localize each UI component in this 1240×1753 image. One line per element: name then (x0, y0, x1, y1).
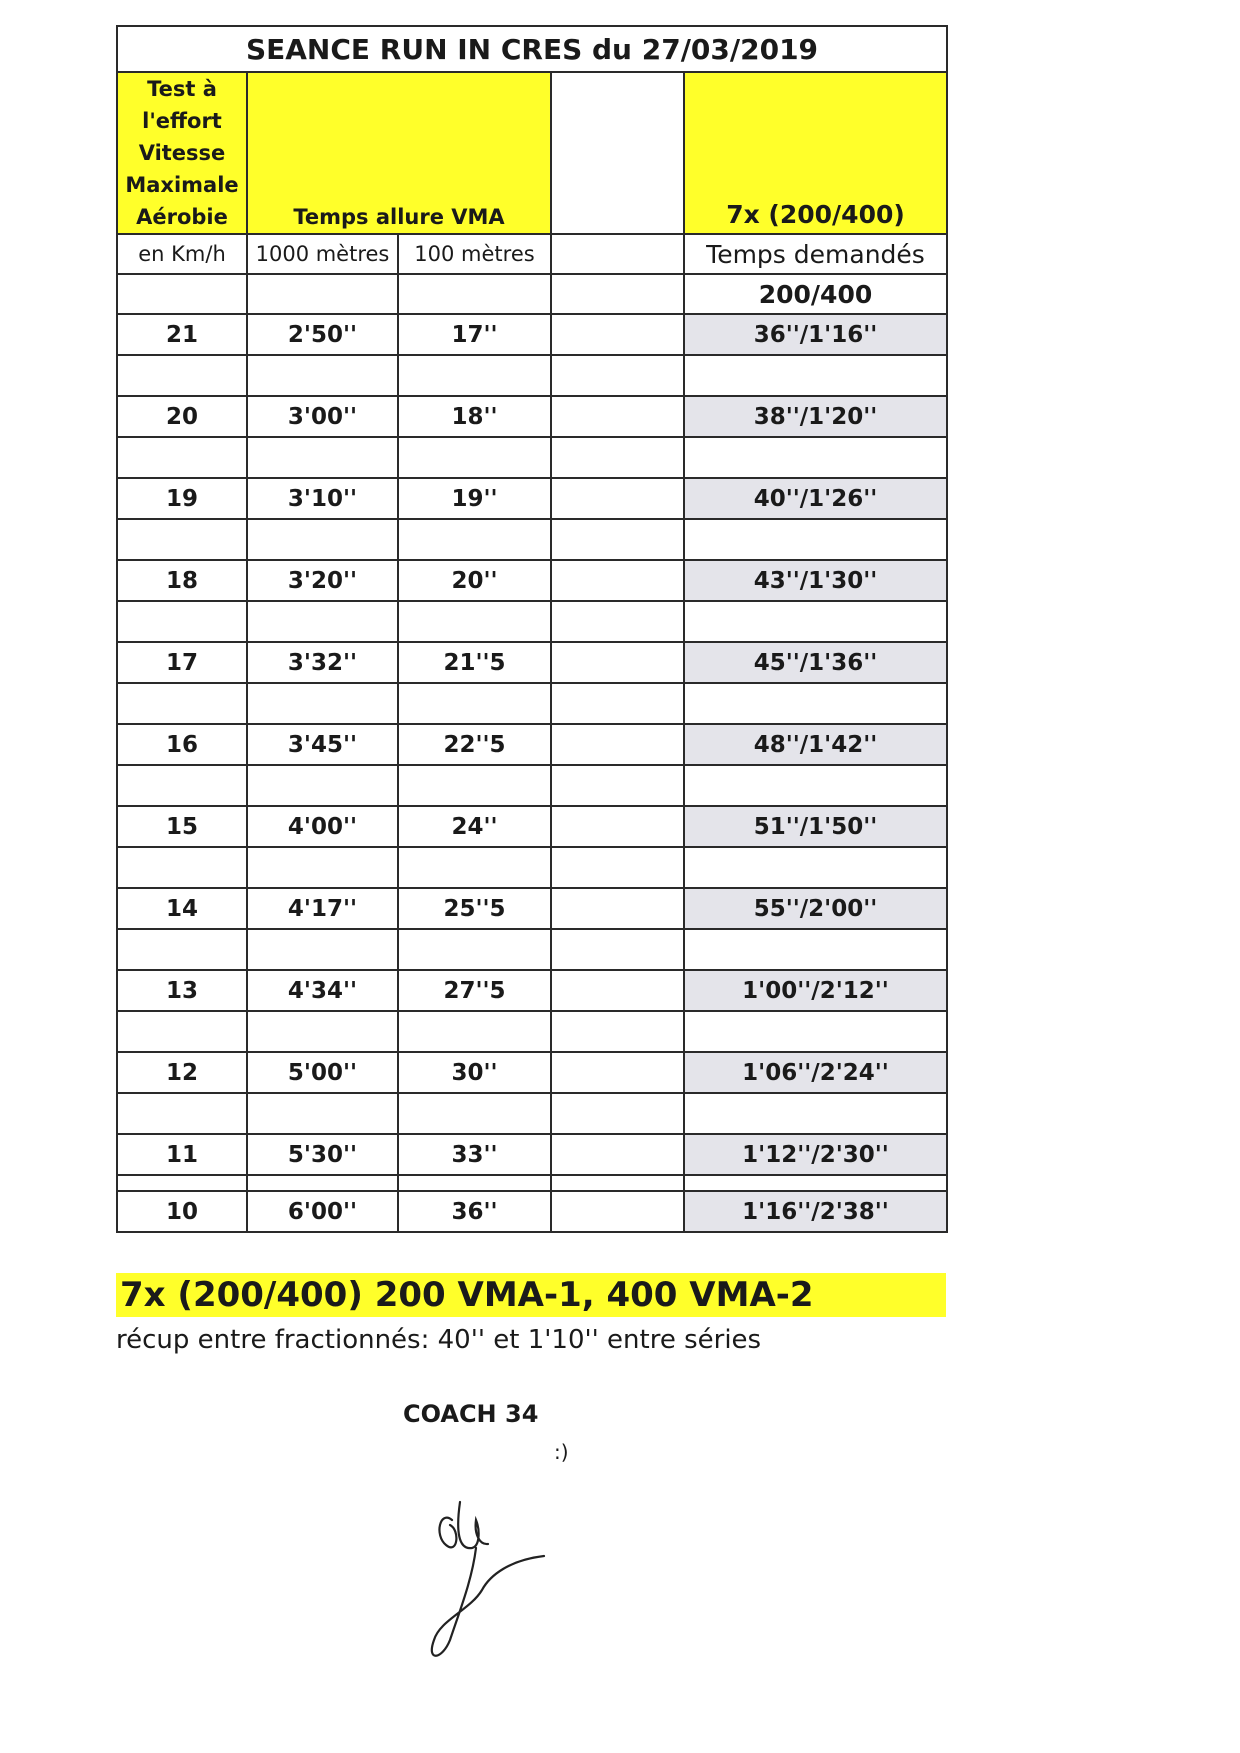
empty-cell (398, 1175, 551, 1191)
vma-cell: 21 (117, 314, 247, 355)
pace-100-cell: 22''5 (398, 724, 551, 765)
table-row (117, 642, 947, 683)
spacer-row (117, 355, 947, 396)
table-row (117, 560, 947, 601)
empty-cell (247, 274, 398, 314)
spacer-row (117, 1175, 947, 1191)
empty-cell (551, 642, 684, 683)
empty-cell (551, 970, 684, 1011)
pace-1000-cell: 3'32'' (247, 642, 398, 683)
empty-cell (117, 601, 247, 642)
empty-cell (684, 437, 947, 478)
empty-cell (551, 396, 684, 437)
empty-cell (398, 847, 551, 888)
table-row (117, 724, 947, 765)
empty-cell (684, 847, 947, 888)
vma-cell: 16 (117, 724, 247, 765)
empty-cell (551, 1175, 684, 1191)
empty-cell (398, 601, 551, 642)
pace-1000-cell: 3'10'' (247, 478, 398, 519)
pace-100-cell: 36'' (398, 1191, 551, 1232)
demanded-time-cell: 1'06''/2'24'' (684, 1052, 947, 1093)
empty-cell (684, 929, 947, 970)
empty-cell (247, 355, 398, 396)
empty-cell (247, 519, 398, 560)
empty-cell (551, 724, 684, 765)
empty-cell (551, 1011, 684, 1052)
vma-cell: 13 (117, 970, 247, 1011)
empty-cell (398, 274, 551, 314)
empty-cell (684, 519, 947, 560)
demanded-time-cell: 55''/2'00'' (684, 888, 947, 929)
pace-100-cell: 27''5 (398, 970, 551, 1011)
pace-100-cell: 24'' (398, 806, 551, 847)
pace-100-cell: 30'' (398, 1052, 551, 1093)
table-row (117, 1134, 947, 1175)
empty-cell (551, 1093, 684, 1134)
pace-header: Temps allure VMA (247, 72, 551, 234)
empty-cell (551, 929, 684, 970)
empty-cell (551, 601, 684, 642)
table-row (117, 1191, 947, 1232)
vma-header-line: Maximale (125, 173, 239, 197)
vma-header-line: l'effort (142, 109, 222, 133)
demanded-times-label: Temps demandés (684, 234, 947, 274)
empty-cell (398, 355, 551, 396)
table-row (117, 806, 947, 847)
table-row (117, 888, 947, 929)
empty-cell (247, 847, 398, 888)
pace-100-cell: 19'' (398, 478, 551, 519)
spacer-row (117, 929, 947, 970)
empty-cell (398, 683, 551, 724)
vma-header-line: Test à (147, 77, 217, 101)
empty-cell (247, 1011, 398, 1052)
empty-cell (551, 519, 684, 560)
empty-cell (247, 929, 398, 970)
empty-cell (684, 1175, 947, 1191)
pace-100-cell: 17'' (398, 314, 551, 355)
empty-cell (684, 601, 947, 642)
vma-cell: 20 (117, 396, 247, 437)
pace-1000-cell: 3'20'' (247, 560, 398, 601)
empty-cell (117, 1175, 247, 1191)
demanded-time-cell: 1'00''/2'12'' (684, 970, 947, 1011)
table-row (117, 478, 947, 519)
distance-100-label: 100 mètres (398, 234, 551, 274)
empty-cell (117, 274, 247, 314)
empty-cell (398, 1011, 551, 1052)
empty-cell (247, 437, 398, 478)
empty-cell (551, 806, 684, 847)
empty-cell (684, 1011, 947, 1052)
empty-cell (117, 929, 247, 970)
pace-1000-cell: 4'00'' (247, 806, 398, 847)
vma-cell: 19 (117, 478, 247, 519)
pace-1000-cell: 4'34'' (247, 970, 398, 1011)
empty-cell (117, 765, 247, 806)
empty-cell (398, 519, 551, 560)
pace-1000-cell: 3'45'' (247, 724, 398, 765)
pace-1000-cell: 4'17'' (247, 888, 398, 929)
empty-cell (684, 765, 947, 806)
demanded-time-cell: 51''/1'50'' (684, 806, 947, 847)
pace-1000-cell: 2'50'' (247, 314, 398, 355)
spacer-row (117, 683, 947, 724)
vma-cell: 10 (117, 1191, 247, 1232)
empty-cell (551, 234, 684, 274)
empty-cell (117, 847, 247, 888)
vma-cell: 18 (117, 560, 247, 601)
empty-cell (551, 847, 684, 888)
empty-cell (247, 765, 398, 806)
empty-cell (117, 1011, 247, 1052)
empty-cell (117, 519, 247, 560)
demanded-time-cell: 1'12''/2'30'' (684, 1134, 947, 1175)
vma-cell: 15 (117, 806, 247, 847)
distance-1000-label: 1000 mètres (247, 234, 398, 274)
empty-cell (684, 683, 947, 724)
table-row (117, 970, 947, 1011)
session-title: SEANCE RUN IN CRES du 27/03/2019 (117, 26, 947, 72)
empty-cell (398, 1093, 551, 1134)
vma-cell: 14 (117, 888, 247, 929)
empty-cell (684, 1093, 947, 1134)
empty-cell (551, 560, 684, 601)
demanded-time-cell: 43''/1'30'' (684, 560, 947, 601)
coach-label: COACH 34 (403, 1400, 539, 1428)
series-note: 7x (200/400) 200 VMA-1, 400 VMA-2 (116, 1273, 946, 1317)
empty-cell (551, 478, 684, 519)
empty-cell (117, 1093, 247, 1134)
demanded-time-cell: 36''/1'16'' (684, 314, 947, 355)
vma-cell: 17 (117, 642, 247, 683)
empty-cell (551, 765, 684, 806)
empty-cell (117, 355, 247, 396)
empty-cell (398, 765, 551, 806)
empty-header-cell (551, 72, 684, 234)
spacer-row (117, 519, 947, 560)
table-row (117, 396, 947, 437)
demanded-time-cell: 48''/1'42'' (684, 724, 947, 765)
pace-1000-cell: 5'30'' (247, 1134, 398, 1175)
empty-cell (398, 929, 551, 970)
pace-1000-cell: 5'00'' (247, 1052, 398, 1093)
spacer-row (117, 437, 947, 478)
smiley-text: :) (554, 1440, 569, 1464)
table-row (117, 314, 947, 355)
pace-1000-cell: 6'00'' (247, 1191, 398, 1232)
demanded-time-cell: 40''/1'26'' (684, 478, 947, 519)
pace-100-cell: 25''5 (398, 888, 551, 929)
empty-cell (117, 437, 247, 478)
signature-image (420, 1490, 580, 1670)
empty-cell (551, 683, 684, 724)
split-label: 200/400 (684, 274, 947, 314)
empty-cell (398, 437, 551, 478)
empty-cell (551, 314, 684, 355)
empty-cell (551, 274, 684, 314)
vma-header-line: Aérobie (136, 205, 228, 229)
empty-cell (247, 1093, 398, 1134)
vma-test-header (117, 72, 247, 234)
empty-cell (247, 1175, 398, 1191)
pace-100-cell: 18'' (398, 396, 551, 437)
spacer-row (117, 847, 947, 888)
empty-cell (551, 355, 684, 396)
vma-cell: 11 (117, 1134, 247, 1175)
table-row (117, 1052, 947, 1093)
recovery-note: récup entre fractionnés: 40'' et 1'10'' entre séries (116, 1325, 762, 1355)
empty-cell (551, 1134, 684, 1175)
empty-cell (551, 437, 684, 478)
empty-cell (551, 1052, 684, 1093)
empty-cell (684, 355, 947, 396)
training-table (116, 25, 948, 1233)
empty-cell (247, 601, 398, 642)
vma-cell: 12 (117, 1052, 247, 1093)
speed-unit-label: en Km/h (117, 234, 247, 274)
demanded-time-cell: 1'16''/2'38'' (684, 1191, 947, 1232)
empty-cell (551, 888, 684, 929)
spacer-row (117, 1093, 947, 1134)
spacer-row (117, 1011, 947, 1052)
series-header: 7x (200/400) (684, 72, 947, 234)
empty-cell (551, 1191, 684, 1232)
vma-header-line: Vitesse (138, 141, 226, 165)
pace-100-cell: 33'' (398, 1134, 551, 1175)
pace-1000-cell: 3'00'' (247, 396, 398, 437)
demanded-time-cell: 45''/1'36'' (684, 642, 947, 683)
pace-100-cell: 20'' (398, 560, 551, 601)
empty-cell (247, 683, 398, 724)
spacer-row (117, 601, 947, 642)
empty-cell (117, 683, 247, 724)
demanded-time-cell: 38''/1'20'' (684, 396, 947, 437)
pace-100-cell: 21''5 (398, 642, 551, 683)
spacer-row (117, 765, 947, 806)
